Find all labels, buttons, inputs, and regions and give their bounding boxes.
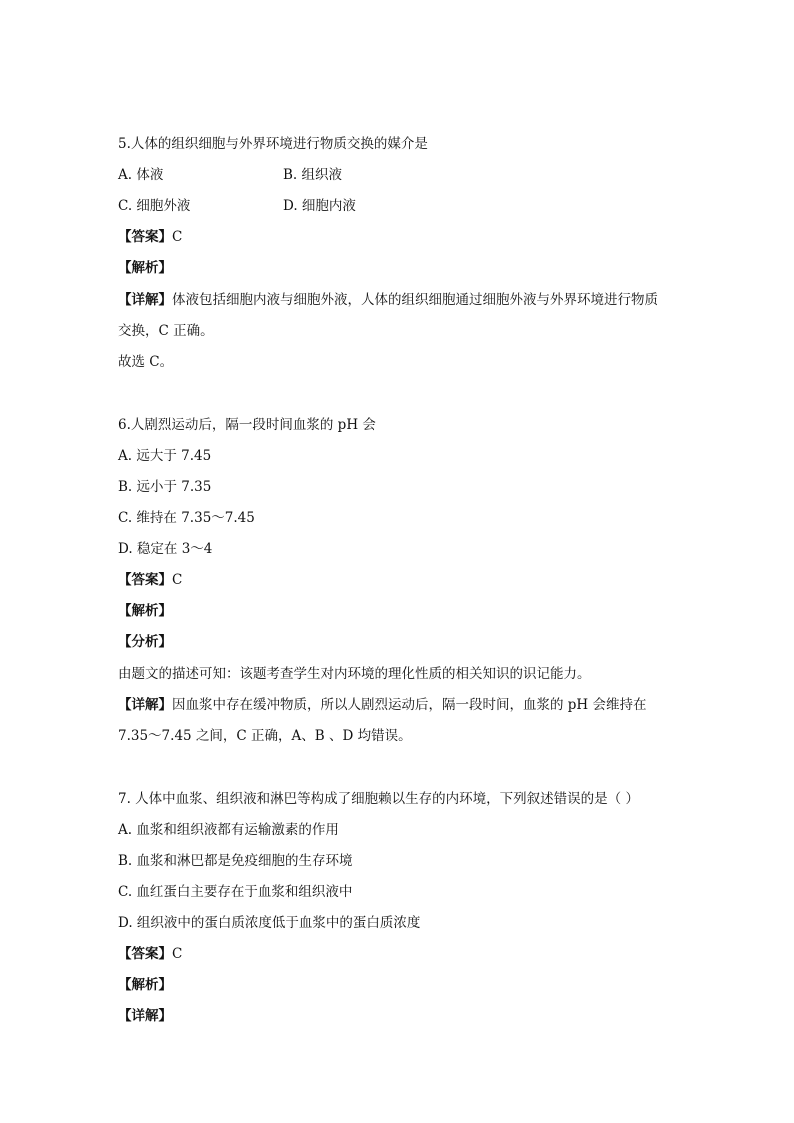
q5-detail-text-1: 体液包括细胞内液与细胞外液，人体的组织细胞通过细胞外液与外界环境进行物质 [172,292,658,308]
q6-detail-2: 7.35～7.45 之间，C 正确，A、B 、D 均错误。 [118,728,412,744]
q7-option-d: D. 组织液中的蛋白质浓度低于血浆中的蛋白质浓度 [118,915,421,931]
q7-analysis-tag: 【解析】 [118,977,172,993]
q7-option-c: C. 血红蛋白主要存在于血浆和组织液中 [118,884,353,900]
q6-detail-text-1: 因血浆中存在缓冲物质，所以人剧烈运动后，隔一段时间，血浆的 pH 会维持在 [172,697,647,713]
q5-answer-value: C [172,229,183,245]
q5-option-b: B. 组织液 [283,167,343,183]
q7-answer-tag: 【答案】 [118,946,172,962]
q6-option-d: D. 稳定在 3～4 [118,541,213,557]
q7-answer-value: C [172,946,183,962]
q7-detail-tag: 【详解】 [118,1008,172,1024]
q6-answer-tag: 【答案】 [118,572,172,588]
q5-answer [118,227,182,247]
q6-detail-1 [118,695,647,715]
q5-option-a: A. 体液 [118,167,164,183]
q5-conclusion: 故选 C。 [118,354,174,370]
q5-detail-1 [118,290,658,310]
q7-option-a: A. 血浆和组织液都有运输激素的作用 [118,822,339,838]
q7-option-b: B. 血浆和淋巴都是免疫细胞的生存环境 [118,853,353,869]
q6-answer [118,570,182,590]
q7-answer [118,944,182,964]
q6-fenxi-tag: 【分析】 [118,634,172,650]
q6-analysis-tag: 【解析】 [118,603,172,619]
q5-option-d: D. 细胞内液 [283,198,356,214]
q6-fenxi-text: 由题文的描述可知：该题考查学生对内环境的理化性质的相关知识的识记能力。 [118,666,591,682]
q6-option-a: A. 远大于 7.45 [118,448,212,464]
q6-stem: 6.人剧烈运动后，隔一段时间血浆的 pH 会 [118,417,376,433]
q6-option-c: C. 维持在 7.35～7.45 [118,510,255,526]
q5-answer-tag: 【答案】 [118,229,172,245]
q6-answer-value: C [172,572,183,588]
q7-stem: 7. 人体中血浆、组织液和淋巴等构成了细胞赖以生存的内环境，下列叙述错误的是（ ） [118,791,639,807]
q5-analysis-tag: 【解析】 [118,260,172,276]
q5-option-c: C. 细胞外液 [118,198,191,214]
q5-detail-tag: 【详解】 [118,292,172,308]
q6-option-b: B. 远小于 7.35 [118,479,212,495]
q5-stem: 5.人体的组织细胞与外界环境进行物质交换的媒介是 [118,136,428,152]
q5-detail-2: 交换，C 正确。 [118,323,214,339]
q6-detail-tag: 【详解】 [118,697,172,713]
